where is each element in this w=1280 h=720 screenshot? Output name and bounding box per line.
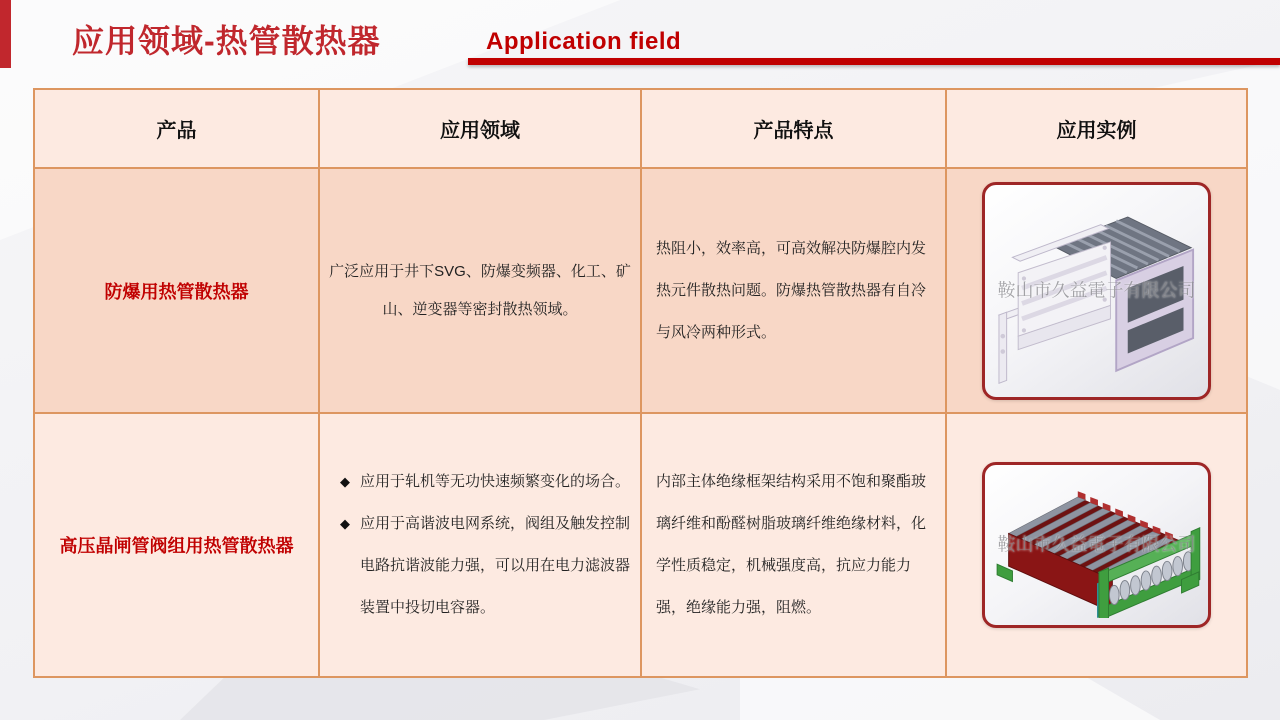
example-image-cell (947, 169, 1246, 414)
application-bullet-list (320, 414, 642, 676)
diamond-bullet-icon: ◆ (340, 474, 350, 489)
features-text: 内部主体绝缘框架结构采用不饱和聚酯玻璃纤维和酚醛树脂玻璃纤维绝缘材料，化学性质稳定，机械强度高，抗应力能力强，绝缘能力强，阻燃。 (642, 414, 947, 676)
products-table (33, 88, 1248, 678)
product-name: 高压晶闸管阀组用热管散热器 (35, 414, 320, 676)
application-text: 广泛应用于井下SVG、防爆变频器、化工、矿山、逆变器等密封散热领域。 (320, 169, 642, 414)
page-title: 应用领域-热管散热器 (72, 23, 381, 59)
bullet-item (330, 461, 634, 503)
bullet-item (330, 503, 634, 629)
bullet-text: 应用于轧机等无功快速频繁变化的场合。 (360, 473, 631, 490)
features-text: 热阻小，效率高，可高效解决防爆腔内发热元件散热问题。防爆热管散热器有自冷与风冷两种形式。 (642, 169, 947, 414)
column-header-example: 应用实例 (947, 90, 1246, 169)
column-header-product: 产品 (35, 90, 320, 169)
title-underline (468, 58, 1280, 65)
column-header-features: 产品特点 (642, 90, 947, 169)
example-image-cell (947, 414, 1246, 676)
example-image-explosion-proof (982, 182, 1211, 400)
column-header-application: 应用领域 (320, 90, 642, 169)
bullet-text: 应用于高谐波电网系统，阀组及触发控制电路抗谐波能力强，可以用在电力滤波器装置中投切电容器。 (360, 515, 631, 616)
product-name: 防爆用热管散热器 (35, 169, 320, 414)
diamond-bullet-icon: ◆ (340, 516, 350, 531)
page-subtitle-en: Application field (486, 28, 682, 55)
image-watermark: 鞍山市久益電子有限公司 (997, 534, 1196, 555)
example-image-thyristor-valve (982, 462, 1211, 628)
image-watermark: 鞍山市久益電子有限公司 (997, 280, 1196, 301)
title-accent-bar (0, 0, 11, 68)
